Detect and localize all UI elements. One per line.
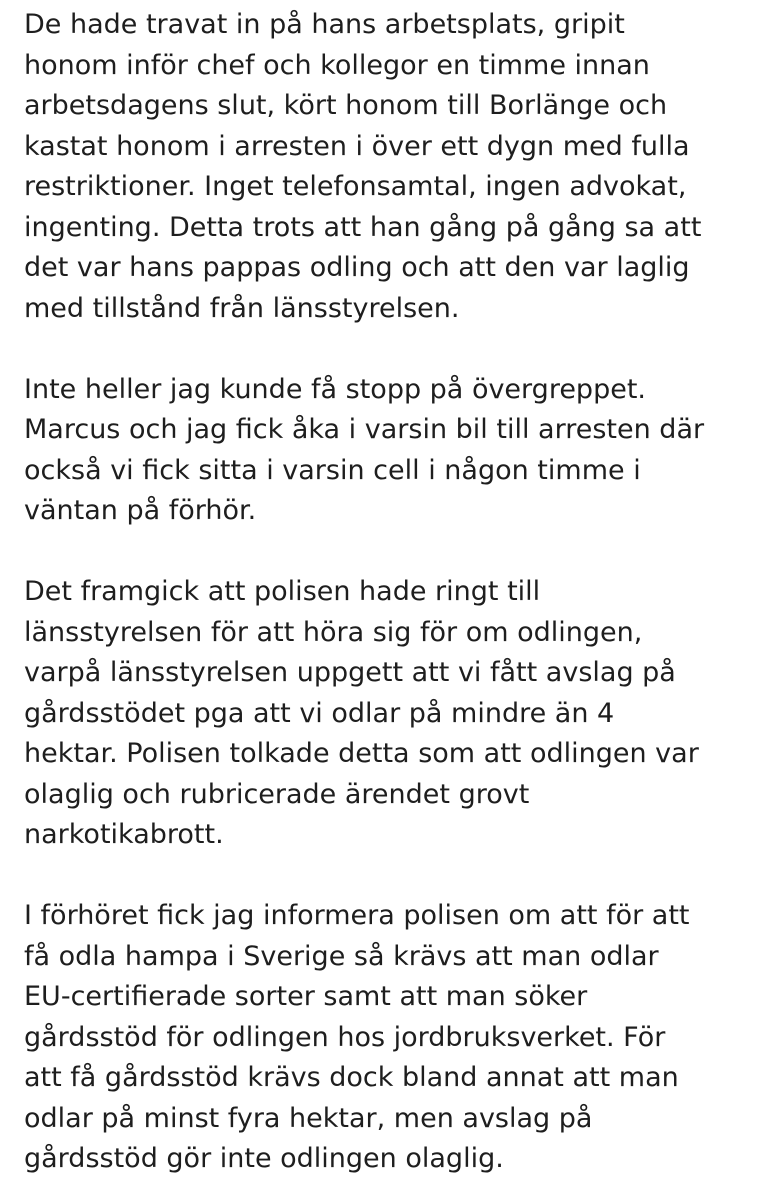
text-line: I förhöret fick jag informera polisen om att för att (24, 900, 690, 931)
text-line: hektar. Polisen tolkade detta som att odlingen var (24, 738, 699, 769)
text-line: att få gårdsstöd krävs dock bland annat att man (24, 1062, 679, 1093)
text-line: varpå länsstyrelsen uppgett att vi fått avslag på (24, 657, 676, 688)
text-line: gårdsstödet pga att vi odlar på mindre än 4 (24, 697, 615, 729)
text-line: odlar på minst fyra hektar, men avslag på (24, 1102, 593, 1134)
text-line: gårdsstöd för odlingen hos jordbruksverket. För (24, 1021, 666, 1053)
text-line: kastat honom i arresten i över ett dygn med fulla (24, 130, 690, 162)
paragraph-arrest (24, 5, 738, 329)
text-line: honom inför chef och kollegor en timme innan (24, 49, 650, 81)
text-line: väntan på förhör. (24, 495, 257, 526)
text-line: Det framgick att polisen hade ringt till (24, 576, 541, 607)
text-line: restriktioner. Inget telefonsamtal, ingen advokat, (24, 171, 687, 202)
text-line: EU-certifierade sorter samt att man söker (24, 981, 588, 1012)
paragraph-stop-attempt (24, 370, 738, 532)
text-line: Marcus och jag fick åka i varsin bil till arresten där (24, 414, 705, 445)
text-line: arbetsdagens slut, kört honom till Borlänge och (24, 90, 668, 121)
text-line: det var hans pappas odling och att den var laglig (24, 252, 690, 283)
text-line: få odla hampa i Sverige så krävs att man odlar (24, 940, 659, 972)
text-line: De hade travat in på hans arbetsplats, gripit (24, 9, 625, 40)
text-line: länsstyrelsen för att höra sig för om odlingen, (24, 616, 643, 648)
text-line: narkotikabrott. (24, 819, 224, 850)
text-line: också vi fick sitta i varsin cell i någon timme i (24, 454, 641, 486)
text-line: ingenting. Detta trots att han gång på gång sa att (24, 211, 702, 243)
text-line: gårdsstöd gör inte odlingen olaglig. (24, 1143, 504, 1174)
paragraph-interrogation (24, 896, 738, 1180)
text-line: Inte heller jag kunde få stopp på övergreppet. (24, 373, 646, 405)
paragraph-police-call (24, 572, 738, 856)
text-line: olaglig och rubricerade ärendet grovt (24, 778, 530, 810)
text-line: med tillstånd från länsstyrelsen. (24, 292, 460, 324)
